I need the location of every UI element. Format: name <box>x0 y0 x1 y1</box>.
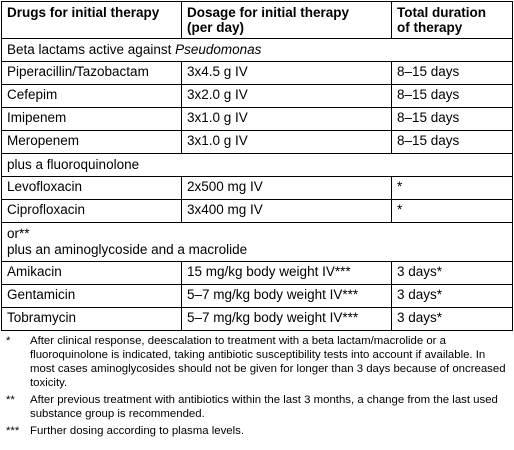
dosage-cell: 15 mg/kg body weight IV*** <box>182 262 392 285</box>
duration-cell: * <box>392 177 513 200</box>
duration-cell: 3 days* <box>392 285 513 308</box>
dosage-cell: 3x400 mg IV <box>182 200 392 223</box>
therapy-table <box>1 1 513 331</box>
dosage-cell: 3x2.0 g IV <box>182 85 392 108</box>
drug-cell: Imipenem <box>2 108 182 131</box>
header-drug-line: Drugs for initial therapy <box>7 5 160 20</box>
footnote <box>6 393 506 421</box>
header-dosage <box>182 2 392 39</box>
table-row <box>2 108 513 131</box>
footnote-text: After previous treatment with antibiotics within the last 3 months, a change from the last used substance group is recommended. <box>30 394 498 420</box>
header-duration-line-1: Total duration <box>397 5 486 20</box>
duration-cell: * <box>392 200 513 223</box>
header-duration <box>392 2 513 39</box>
table-row <box>2 85 513 108</box>
table-row <box>2 285 513 308</box>
dosage-cell: 5–7 mg/kg body weight IV*** <box>182 285 392 308</box>
header-drug <box>2 2 182 39</box>
drug-cell: Ciprofloxacin <box>2 200 182 223</box>
section-title-prefix: Beta lactams active against <box>7 42 176 57</box>
section-title-fluoroquinolone <box>2 154 513 177</box>
dosage-cell: 2x500 mg IV <box>182 177 392 200</box>
section-row <box>2 154 513 177</box>
footnote-mark: *** <box>6 425 20 437</box>
dosage-cell: 3x4.5 g IV <box>182 62 392 85</box>
footnote <box>6 334 506 390</box>
section-row <box>2 223 513 262</box>
drug-cell: Cefepim <box>2 85 182 108</box>
table-row <box>2 177 513 200</box>
section-title-aminoglycoside <box>2 223 513 262</box>
table-row <box>2 131 513 154</box>
footnote-text: After clinical response, deescalation to treatment with a beta lactam/macrolide or a fluoroquinolone is indicated, taking antibiotic susceptibility tests into account if available. In most cases aminoglycosides should not be given for longer than 3 days because of oncreased toxicity. <box>30 335 506 389</box>
drug-cell: Amikacin <box>2 262 182 285</box>
duration-cell: 3 days* <box>392 262 513 285</box>
section-row <box>2 39 513 62</box>
header-duration-line-2: of therapy <box>397 20 463 35</box>
duration-cell: 8–15 days <box>392 62 513 85</box>
duration-cell: 3 days* <box>392 308 513 331</box>
section-title-beta-lactams <box>2 39 513 62</box>
table-row <box>2 200 513 223</box>
duration-cell: 8–15 days <box>392 85 513 108</box>
footnote <box>6 424 506 438</box>
drug-cell: Meropenem <box>2 131 182 154</box>
table-header-row <box>2 2 513 39</box>
table-row <box>2 308 513 331</box>
dosage-cell: 5–7 mg/kg body weight IV*** <box>182 308 392 331</box>
section-title-line: or** <box>7 226 30 241</box>
footnote-mark: * <box>6 335 11 347</box>
duration-cell: 8–15 days <box>392 108 513 131</box>
footnote-mark: ** <box>6 394 15 406</box>
duration-cell: 8–15 days <box>392 131 513 154</box>
table-row <box>2 62 513 85</box>
drug-cell: Gentamicin <box>2 285 182 308</box>
section-title-italic: Pseudomonas <box>175 42 262 57</box>
section-title-line: plus a fluoroquinolone <box>7 157 140 172</box>
section-title-line: plus an aminoglycoside and a macrolide <box>7 242 248 257</box>
dosage-cell: 3x1.0 g IV <box>182 131 392 154</box>
table-row <box>2 262 513 285</box>
footnote-text: Further dosing according to plasma levels. <box>30 425 244 437</box>
drug-cell: Tobramycin <box>2 308 182 331</box>
drug-cell: Piperacillin/Tazobactam <box>2 62 182 85</box>
footnotes <box>6 334 506 441</box>
header-dosage-line-2: (per day) <box>187 20 245 35</box>
drug-cell: Levofloxacin <box>2 177 182 200</box>
dosage-cell: 3x1.0 g IV <box>182 108 392 131</box>
header-dosage-line-1: Dosage for initial therapy <box>187 5 350 20</box>
